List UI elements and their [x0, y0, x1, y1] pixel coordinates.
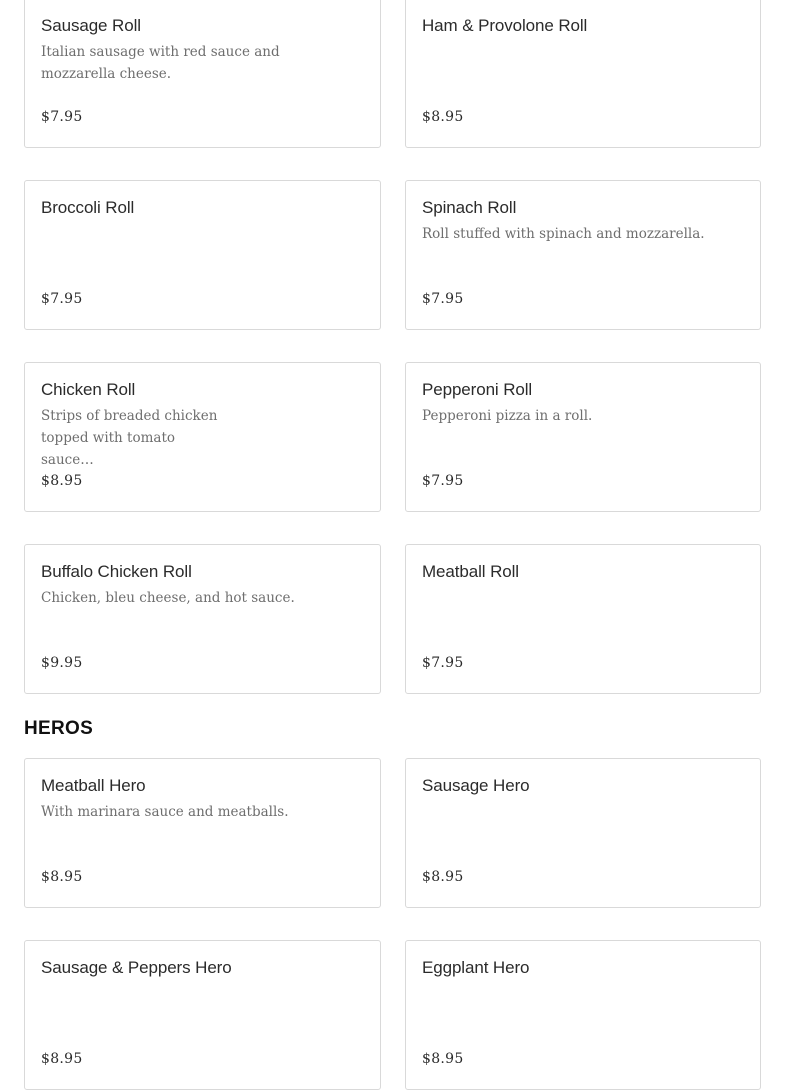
menu-item-card[interactable] [24, 180, 381, 330]
item-price: $8.95 [422, 109, 464, 125]
item-price: $9.95 [41, 655, 83, 671]
heros-grid [24, 758, 761, 1090]
item-price: $7.95 [422, 291, 464, 307]
rolls-grid [24, 0, 761, 694]
item-name: Spinach Roll [422, 198, 517, 217]
menu-item-card[interactable] [24, 758, 381, 908]
menu-item-card[interactable] [405, 180, 761, 330]
item-price: $7.95 [422, 473, 464, 489]
item-price: $8.95 [41, 869, 83, 885]
menu-item-card[interactable] [405, 544, 761, 694]
menu-item-card[interactable] [24, 940, 381, 1090]
item-name: Chicken Roll [41, 380, 136, 399]
item-description: With marinara sauce and meatballs. [41, 804, 289, 820]
item-description: Roll stuffed with spinach and mozzarella. [422, 226, 705, 242]
menu-item-card[interactable] [405, 0, 761, 148]
item-price: $7.95 [41, 109, 83, 125]
section-heading-heros: HEROS [24, 718, 94, 739]
item-name: Sausage & Peppers Hero [41, 958, 232, 977]
item-name: Broccoli Roll [41, 198, 135, 217]
item-price: $7.95 [422, 655, 464, 671]
item-name: Meatball Hero [41, 776, 146, 795]
item-description: Chicken, bleu cheese, and hot sauce. [41, 590, 295, 606]
item-price: $8.95 [41, 473, 83, 489]
item-description: Pepperoni pizza in a roll. [422, 408, 593, 424]
menu-item-card[interactable] [24, 362, 381, 512]
item-name: Pepperoni Roll [422, 380, 533, 399]
item-name: Ham & Provolone Roll [422, 16, 588, 35]
menu-item-card[interactable] [405, 940, 761, 1090]
menu-item-card[interactable] [405, 362, 761, 512]
item-name: Buffalo Chicken Roll [41, 562, 192, 581]
item-name: Sausage Roll [41, 16, 141, 35]
item-name: Eggplant Hero [422, 958, 530, 977]
item-price: $8.95 [422, 869, 464, 885]
item-name: Sausage Hero [422, 776, 530, 795]
item-description: Strips of breaded chicken topped with tomato sauce… [41, 408, 218, 468]
item-description: Italian sausage with red sauce and mozzarella cheese. [41, 44, 280, 82]
item-name: Meatball Roll [422, 562, 519, 581]
item-price: $8.95 [422, 1051, 464, 1067]
menu-item-card[interactable] [24, 0, 381, 148]
item-price: $7.95 [41, 291, 83, 307]
menu-item-card[interactable] [24, 544, 381, 694]
item-price: $8.95 [41, 1051, 83, 1067]
menu-item-card[interactable] [405, 758, 761, 908]
